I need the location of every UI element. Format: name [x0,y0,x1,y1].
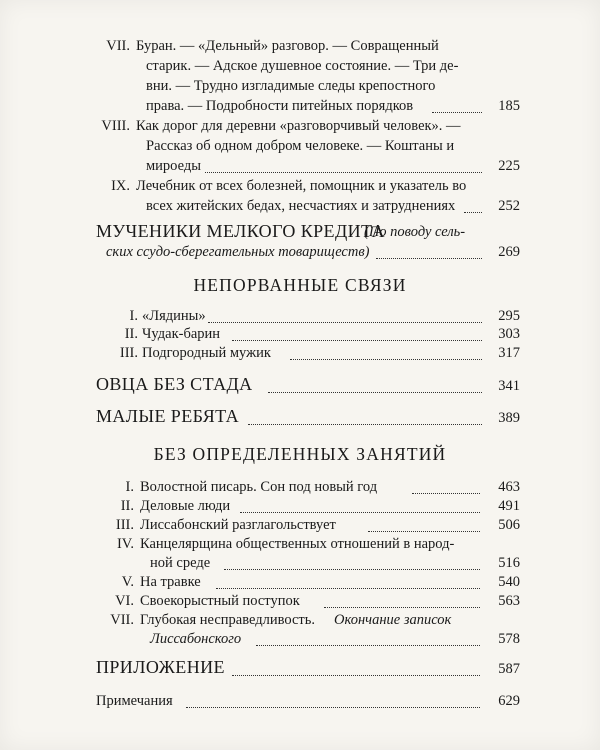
entry-line: Буран. — «Дельный» разговор. — Совращенный [136,38,439,54]
entry-line: права. — Подробности питейных порядков [146,98,414,114]
entry-number: IV. [116,536,134,552]
entry-title: Подгородный мужик [142,345,271,361]
entry-title: Лиссабонский разглагольствует [140,517,336,533]
entry-title: Деловые люди [140,498,231,514]
entry-title: На травке [140,574,201,590]
leader-dots [324,607,480,608]
section-title: МУЧЕНИКИ МЕЛКОГО КРЕДИТА [96,221,385,241]
entry-line: Рассказ об одном добром человеке. — Коштаны и [146,138,455,154]
entry-line: ной среде [150,555,211,571]
leader-dots [268,392,482,393]
section-title: ОВЦА БЕЗ СТАДА [96,374,253,394]
entry-number: II. [120,498,134,514]
show-through-text [522,40,592,700]
section-subtitle: (По поводу сель- [364,224,466,240]
leader-dots [248,424,482,425]
page-number: 269 [498,244,520,260]
entry-line: Лечебник от всех болезней, помощник и указатель во [136,178,467,194]
entry-number: III. [115,517,134,533]
section-title: МАЛЫЕ РЕБЯТА [96,406,240,426]
entry-line: Глубокая несправедливость. [140,612,315,628]
entry-line: Канцелярщина общественных отношений в народ- [140,536,455,552]
entry-number: I. [129,308,138,324]
leader-dots [368,531,480,532]
entry-line-italic: Лиссабонского [150,631,242,647]
page-number: 587 [498,661,520,677]
entry-number: V. [121,574,134,590]
entry-title: Волостной писарь. Сон под новый год [140,479,378,495]
entry-number: VIII. [101,118,130,134]
entry-title: Примечания [96,693,173,709]
page-number: 540 [498,574,520,590]
leader-dots [232,340,482,341]
part-heading-neporvannye: НЕПОРВАННЫЕ СВЯЗИ [193,275,407,295]
entry-number: IX. [111,178,130,194]
leader-dots [376,258,482,259]
entry-title: «Лядины» [142,308,206,324]
entry-line: старик. — Адское душевное состояние. — Три де- [146,58,459,74]
entry-line: всех житейских бедах, несчастиях и затруднениях [146,198,456,214]
leader-dots [216,588,480,589]
section-subtitle: ских ссудо-сберегательных товариществ) [106,244,370,260]
page-number: 225 [498,158,520,174]
entry-number: II. [124,326,138,342]
entry-number: VII. [106,38,130,54]
page-number: 185 [498,98,520,114]
section-title: ПРИЛОЖЕНИЕ [96,657,225,677]
page-number: 317 [498,345,520,361]
leader-dots [290,359,482,360]
entry-title: Своекорыстный поступок [140,593,300,609]
leader-dots [205,172,482,173]
page-number: 563 [498,593,520,609]
leader-dots [256,645,480,646]
entry-line: вни. — Трудно изгладимые следы крепостного [146,78,436,94]
page-number: 252 [498,198,520,214]
entry-number: I. [125,479,134,495]
entry-number: VI. [115,593,134,609]
page-number: 389 [498,410,520,426]
page-number: 303 [498,326,520,342]
page-number: 341 [498,378,520,394]
leader-dots [412,493,480,494]
page-number: 516 [498,555,520,571]
leader-dots [224,569,480,570]
page-number: 629 [498,693,520,709]
leader-dots [240,512,480,513]
leader-dots [186,707,480,708]
entry-line-italic: Окончание записок [334,612,452,628]
leader-dots [232,675,480,676]
entry-line: мироеды [146,158,201,174]
entry-line: Как дорог для деревни «разговорчивый человек». — [136,118,461,134]
leader-dots [432,112,482,113]
entry-number: III. [119,345,138,361]
page-number: 491 [498,498,520,514]
page-number: 578 [498,631,520,647]
part-heading-bez-zanyatiy: БЕЗ ОПРЕДЕЛЕННЫХ ЗАНЯТИЙ [153,444,447,464]
entry-number: VII. [110,612,134,628]
page-number: 463 [498,479,520,495]
leader-dots [208,322,482,323]
entry-title: Чудак-барин [142,326,221,342]
page-number: 295 [498,308,520,324]
page-number: 506 [498,517,520,533]
